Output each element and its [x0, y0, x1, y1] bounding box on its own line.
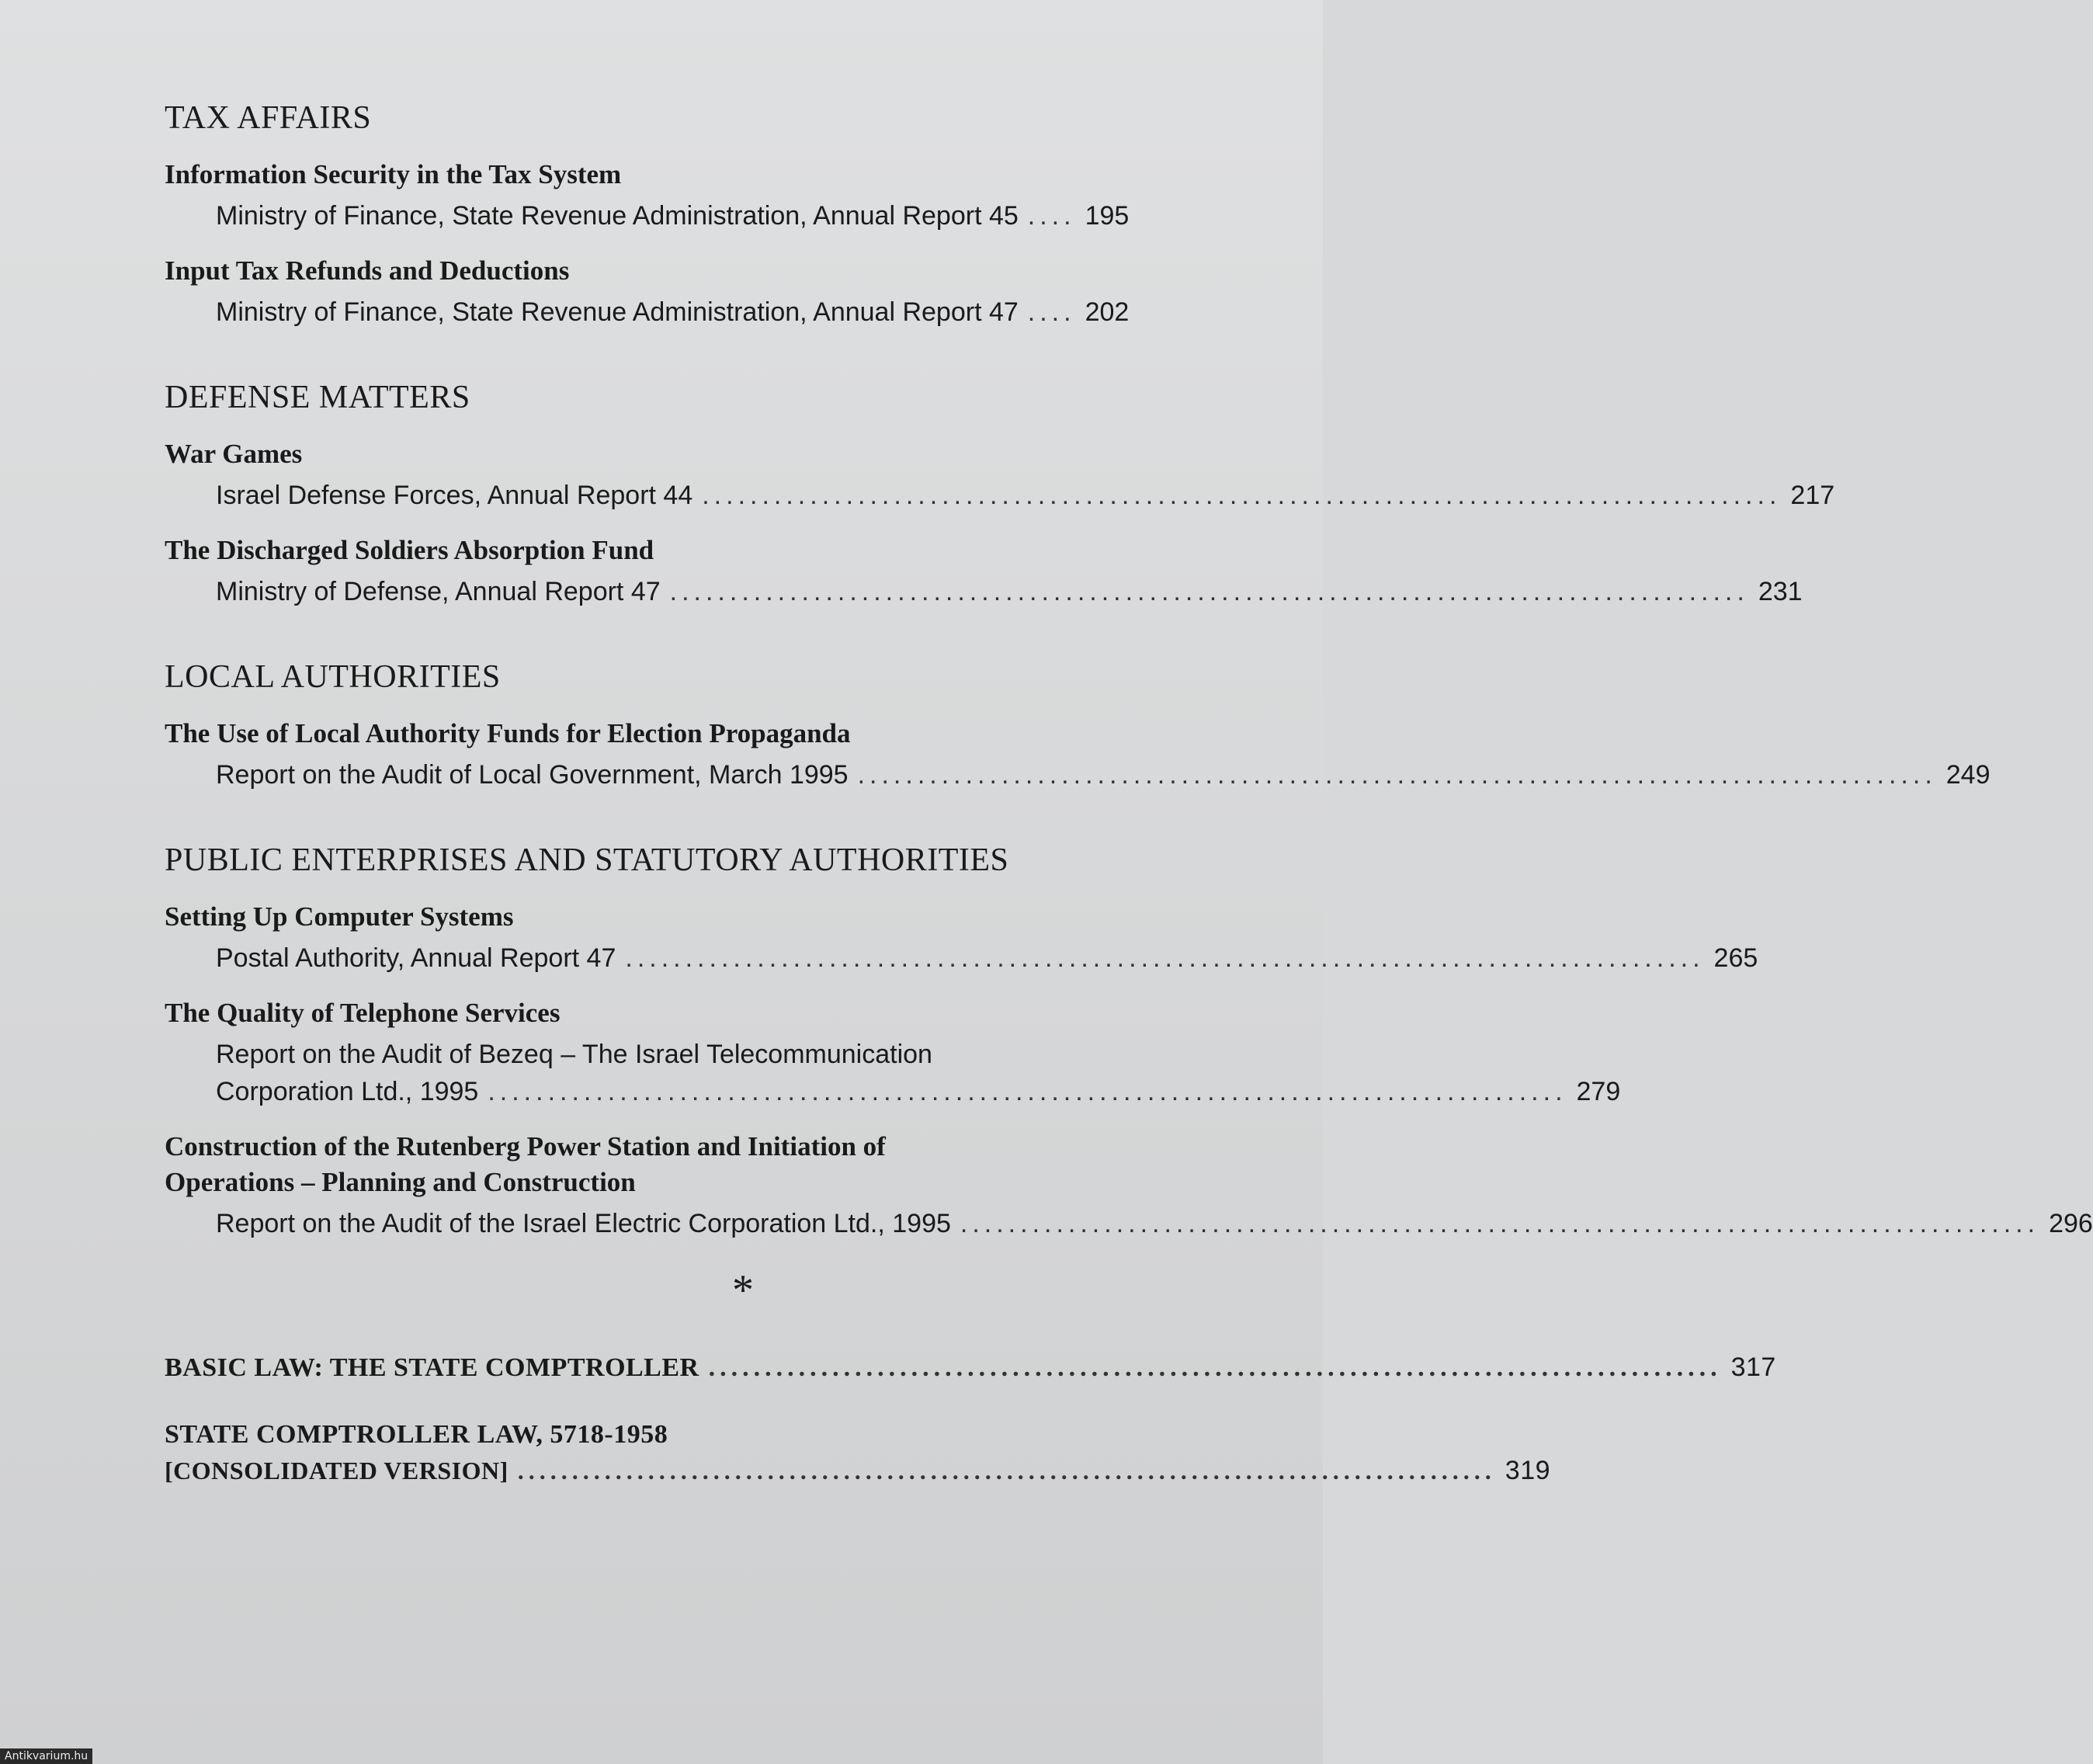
leader-dots: ..........................................................................................	[708, 1353, 1722, 1382]
section-title: PUBLIC ENTERPRISES AND STATUTORY AUTHORITIES	[165, 842, 1009, 878]
entry-reference-line	[165, 939, 1758, 977]
page-number: 319	[1505, 1456, 1551, 1485]
entry-title: The Quality of Telephone Services	[165, 998, 561, 1028]
page-number: 249	[1945, 760, 1991, 790]
law-title-line-2: [CONSOLIDATED VERSION]	[165, 1457, 508, 1484]
entry-title: Input Tax Refunds and Deductions	[165, 255, 570, 286]
page-number: 296	[2049, 1209, 2093, 1238]
page-number: 265	[1713, 943, 1758, 973]
leader-dots: ..........................................................................................	[857, 760, 1937, 790]
entry-title: The Discharged Soldiers Absorption Fund	[165, 535, 654, 565]
page-number: 217	[1790, 481, 1835, 510]
toc-entry	[165, 436, 1835, 514]
leader-dots: ....	[1027, 297, 1076, 327]
basic-law-entry	[165, 1349, 1776, 1386]
page-number: 202	[1085, 297, 1130, 327]
section-local-authorities	[165, 658, 1991, 793]
section-title: DEFENSE MATTERS	[165, 380, 470, 415]
section-public-enterprises	[165, 842, 2093, 1242]
entry-reference: Ministry of Finance, State Revenue Administration, Annual Report 47	[216, 297, 1019, 327]
leader-dots: ..........................................................................................	[488, 1077, 1567, 1106]
entry-reference-line	[165, 197, 1213, 234]
toc-entry	[165, 253, 1213, 331]
entry-reference: Report on the Audit of Bezeq – The Israel Telecommunication	[216, 1040, 932, 1069]
section-title: LOCAL AUTHORITIES	[165, 659, 501, 695]
leader-dots: ..........................................................................................	[960, 1209, 2040, 1238]
page-number: 195	[1085, 201, 1130, 231]
entry-reference: Ministry of Defense, Annual Report 47	[216, 577, 661, 606]
entry-reference: Postal Authority, Annual Report 47	[216, 943, 616, 973]
law-title-line-1: STATE COMPTROLLER LAW, 5718-1958	[165, 1420, 668, 1449]
page-number: 317	[1730, 1353, 1776, 1382]
toc-entry	[165, 1129, 2093, 1242]
toc-entry	[165, 899, 1758, 977]
entry-reference: Ministry of Finance, State Revenue Administration, Annual Report 45	[216, 201, 1019, 231]
entry-reference-line	[165, 477, 1835, 514]
leader-dots: ....	[1027, 201, 1076, 231]
law-title-line-2-row	[165, 1453, 1551, 1488]
entry-reference-line	[165, 573, 1803, 610]
table-of-contents	[165, 99, 2093, 1512]
toc-entry	[165, 995, 1621, 1110]
leader-dots: ..........................................................................................	[625, 943, 1705, 973]
entry-title: Setting Up Computer Systems	[165, 901, 514, 932]
separator-asterisk: *	[732, 1266, 754, 1314]
law-title: BASIC LAW: THE STATE COMPTROLLER	[165, 1353, 699, 1382]
entry-title: War Games	[165, 439, 303, 469]
entry-reference: Corporation Ltd., 1995	[216, 1077, 479, 1106]
entry-title-line-2: Operations – Planning and Construction	[165, 1167, 636, 1197]
page-number: 279	[1576, 1077, 1621, 1106]
entry-reference-line	[165, 293, 1213, 331]
entry-reference-line-1	[165, 1036, 1213, 1073]
toc-entry	[165, 533, 1803, 610]
leader-dots: ..........................................................................................	[669, 577, 1749, 606]
toc-entry	[165, 157, 1213, 234]
section-tax-affairs	[165, 99, 1213, 331]
page-number: 231	[1758, 577, 1803, 606]
entry-reference: Report on the Audit of Local Government, March 1995	[216, 760, 849, 790]
toc-entry	[165, 716, 1991, 793]
entry-reference-line	[165, 756, 1991, 793]
section-defense-matters	[165, 379, 1835, 610]
leader-dots: ..........................................................................................	[702, 481, 1782, 510]
entry-reference: Report on the Audit of the Israel Electric Corporation Ltd., 1995	[216, 1209, 951, 1238]
section-title: TAX AFFAIRS	[165, 100, 372, 136]
entry-reference-line-2	[165, 1073, 1621, 1110]
entry-reference: Israel Defense Forces, Annual Report 44	[216, 481, 693, 510]
comptroller-law-entry	[165, 1417, 1551, 1488]
watermark-label: Antikvarium.hu	[0, 1748, 92, 1764]
leader-dots: ..........................................................................................	[517, 1457, 1496, 1484]
entry-title: Information Security in the Tax System	[165, 159, 622, 189]
entry-reference-line	[165, 1205, 2093, 1242]
entry-title: The Use of Local Authority Funds for Election Propaganda	[165, 718, 851, 748]
entry-title-line-1: Construction of the Rutenberg Power Station and Initiation of	[165, 1131, 886, 1162]
